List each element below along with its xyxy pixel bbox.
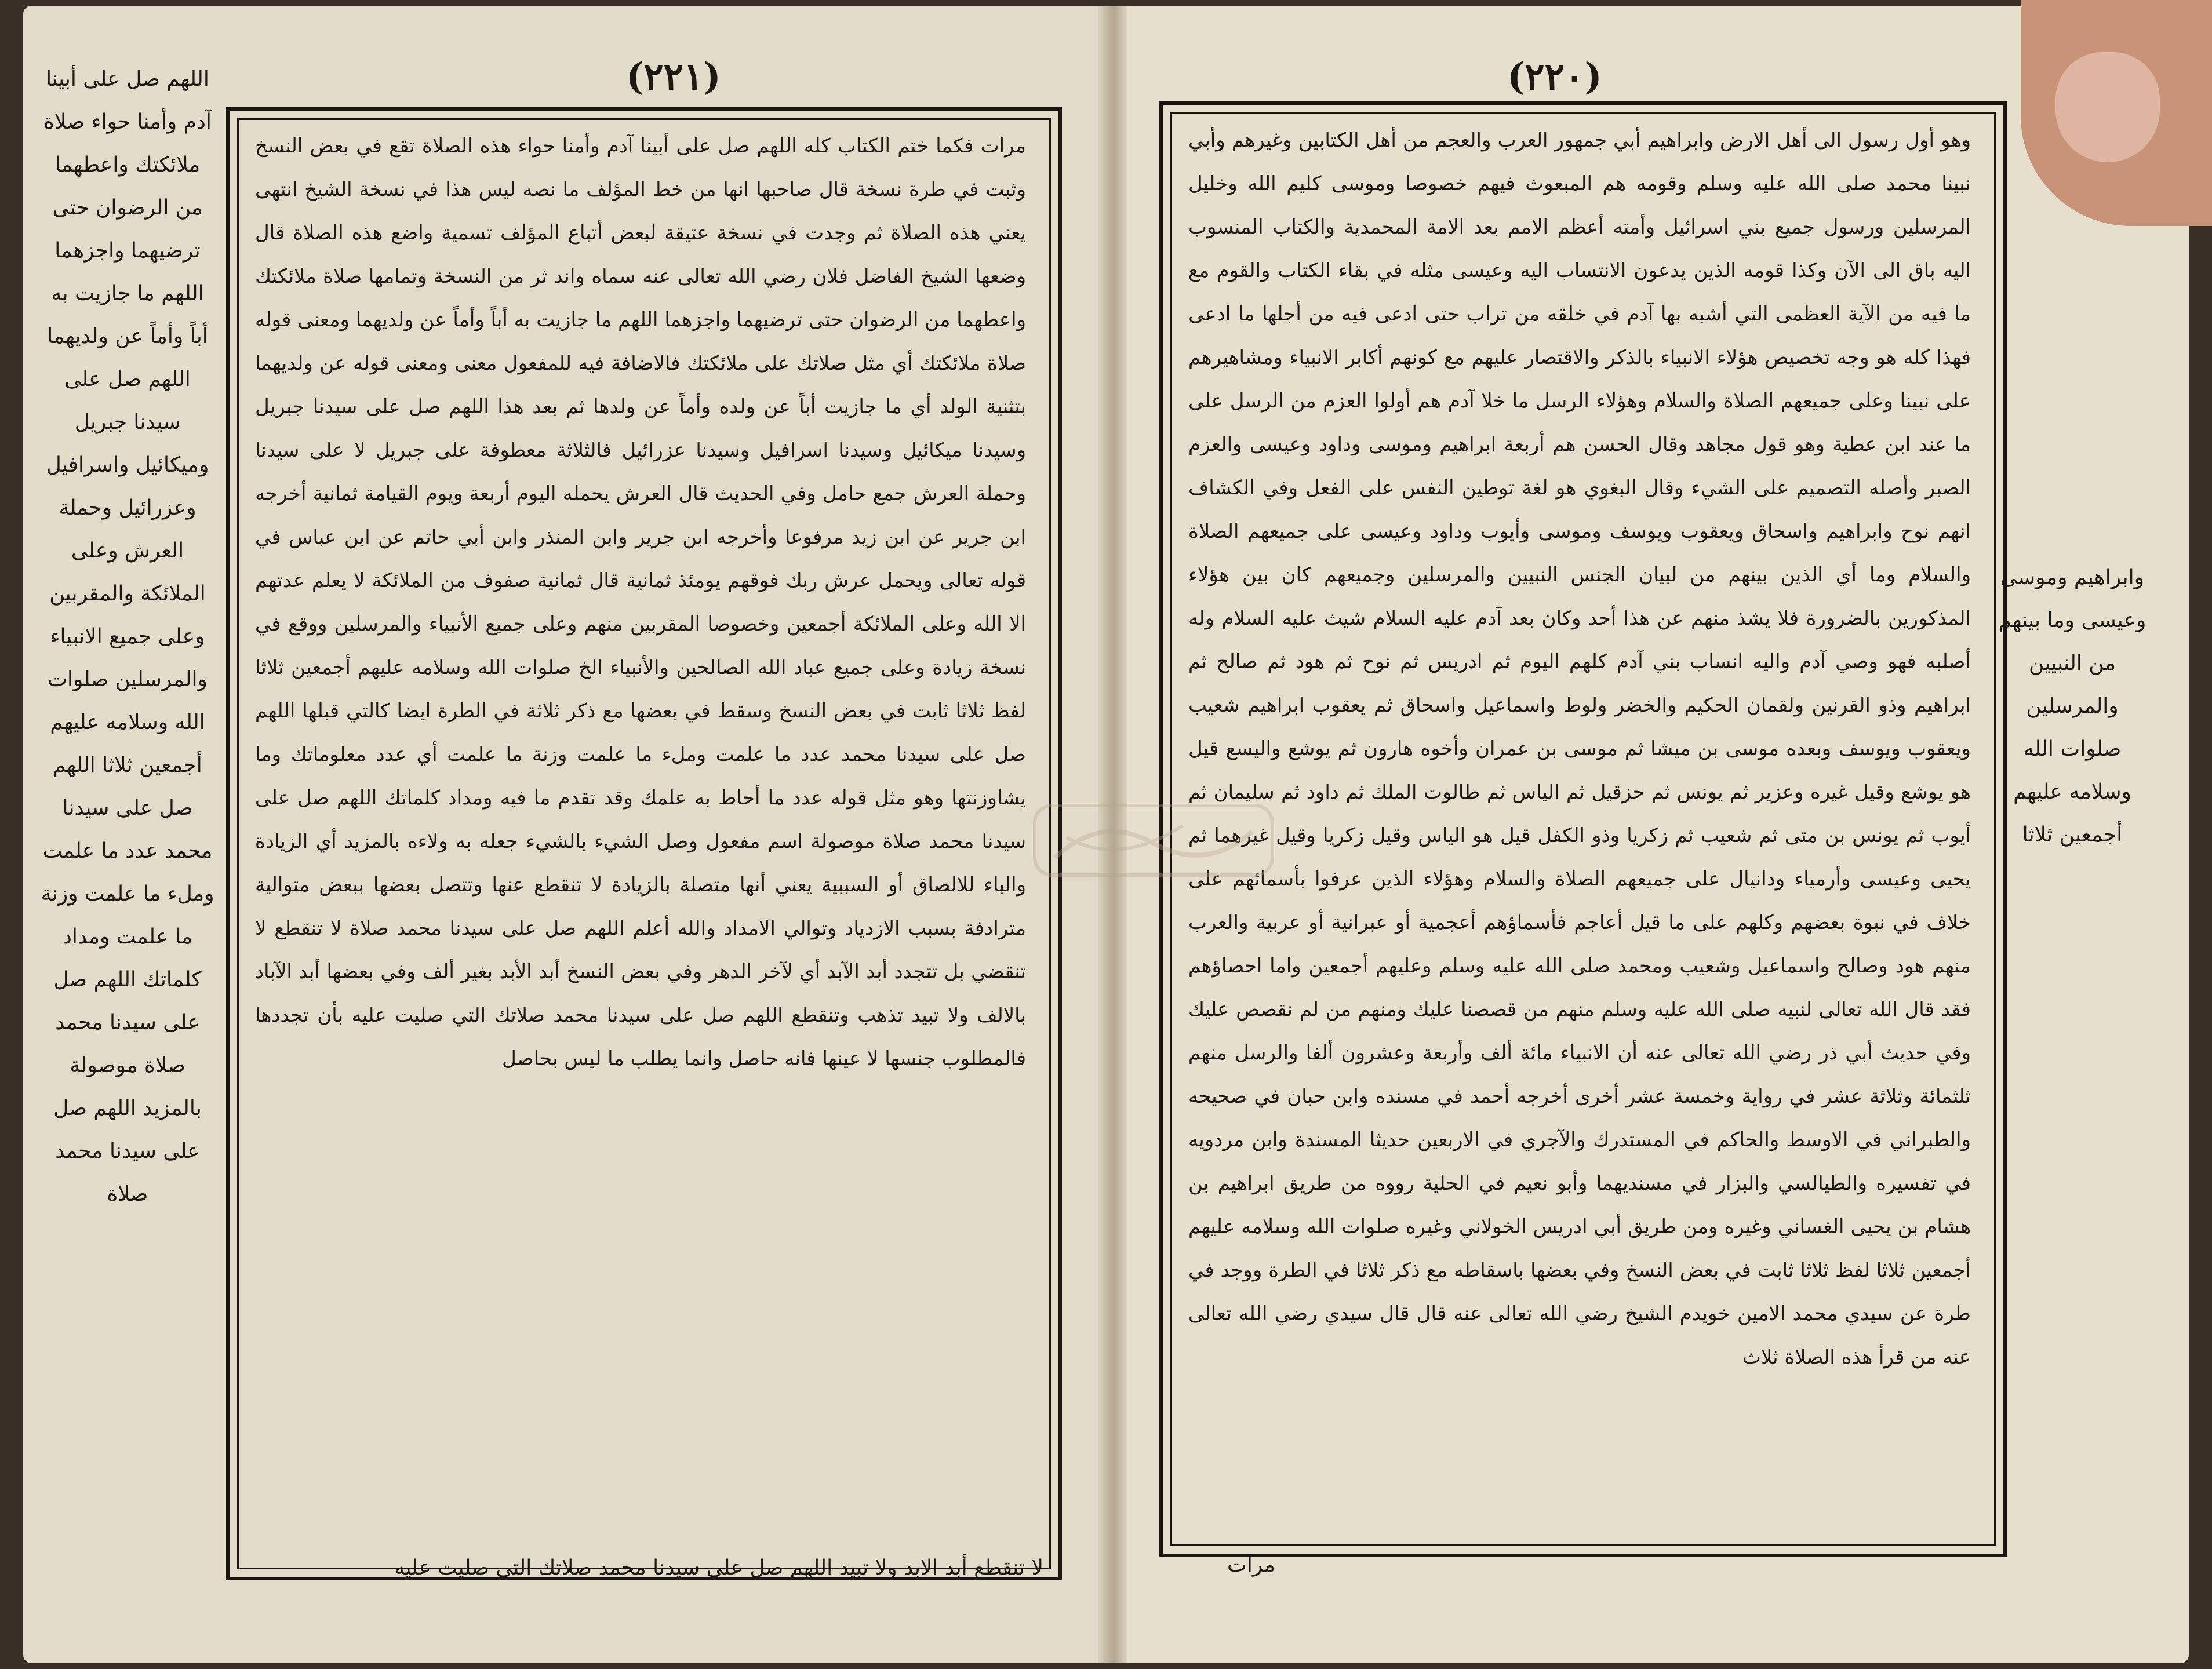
right-body-text: وهو أول رسول الى أهل الارض وابراهيم أبي جمهور العرب والعجم من أهل الكتابين وغيرهم وأبي نبينا محمد صلى الله عليه وسلم وقومه هم المبعوث فيهم خصوصا وموسى كليم الله وخليل المرسلين ورسول جميع بني اسرائيل وأمته أعظم الامم بعد الامة المحمدية والكتاب المنسوب اليه باق الى الآن وكذا قومه الذين يدعون الانتساب اليه وعيسى مثله في بقاء الكتاب والقوم مع ما فيه من الآية العظمى التي أشبه بها آدم في خلقه من تراب حتى ادعى فيه من أجلها ما ادعى فهذا كله هو وجه تخصيص هؤلاء الانبياء بالذكر والاقتصار عليهم مع كونهم أكابر الانبياء ومشاهيرهم على نبينا وعلى جميعهم الصلاة والسلام وهؤلاء الرسل ما خلا آدم هم أولوا العزم من الرسل على ما عند ابن عطية وهو قول مجاهد وقال الحسن هم أربعة ابراهيم وموسى وداود وعيسى والعزم الصبر وأصله التصميم على الشيء وقال البغوي هو لغة توطين النفس على الفعل وفي الكشاف انهم نوح وابراهيم واسحاق ويعقوب ويوسف وموسى وأيوب وداود وعيسى على جميعهم الصلاة والسلام وما أي الذين بينهم من لبيان الجنس النبيين والمرسلين وجميعهم كان بين هؤلاء المذكورين بالضرورة فلا يشذ منهم عن هذا أحد وكان بعد آدم عليه السلام شيث عليه السلام وله أصلبه فهو وصي آدم واليه انساب بني آدم كلهم اليوم ثم ادريس ثم نوح ثم هود ثم صالح ثم ابراهيم وذو القرنين ولقمان الحكيم والخضر ولوط واسماعيل واسحاق ثم يعقوب ابراهيم شعيب ويعقوب ويوسف وبعده موسى بن ميشا ثم موسى بن عمران وأخوه هارون ثم يوشع واليسع قيل هو يوشع وقيل غيره وعزير ثم يونس ثم حزقيل ثم الياس ثم طالوت الملك ثم داود ثم سليمان ثم أيوب ثم يونس بن متى ثم شعيب ثم زكريا وذو الكفل قيل هو الياس وقيل زكريا وقيل غيرهما ثم يحيى وعيسى وأرمياء ودانيال على جميعهم الصلاة والسلام وهؤلاء الذين عرفوا بأسمائهم على خلاف في نبوة بعضهم وكلهم على ما قيل أعاجم فأسماؤهم أعجمية أو عبرانية أو عربية والعرب منهم هود وصالح واسماعيل وشعيب ومحمد صلى الله عليه وسلم وعليهم أجمعين واما احصاؤهم فقد قال الله تعالى لنبيه صلى الله عليه وسلم منهم من قصصنا عليك ومنهم من لم نقصص عليك وفي حديث أبي ذر رضي الله تعالى عنه أن الانبياء مائة ألف وأربعة وعشرون ألفا والرسل منهم ثلثمائة وثلاثة عشر في رواية وخمسة عشر أخرى أخرجه أحمد في مسنده وابن حبان في صحيحه والطبراني في الاوسط والحاكم في المستدرك والآجري في الاربعين حديثا المسندة وابن مردويه في تفسيره والطيالسي والبزار في مسنديهما وأبو نعيم في الحلية رووه من طريق ابراهيم بن هشام بن يحيى الغساني وغيره ومن طريق أبي ادريس الخولاني وغيره صلوات الله وسلامه عليهم أجمعين ثلاثا لفظ ثلاثا ثابت في بعض النسخ وفي بعضها باسقاطه مع ذكر ثلاثا في الطرة ووجد في طرة عن سيدي محمد الامين خويدم الشيخ رضي الله تعالى عنه قال قال سيدي رضي الله تعالى عنه من قرأ هذه الصلاة ثلاث bbox=[1188, 129, 1971, 1369]
left-footer-line: لا تنقطع أبد الابد ولا تبيد اللهم صل على سيدنا محمد صلاتك التي صليت عليه bbox=[394, 1556, 1043, 1580]
right-footer-catchword: مرات bbox=[1227, 1553, 1275, 1577]
right-margin-note: وابراهيم وموسى وعيسى وما بينهم من النبيين والمرسلين صلوات الله وسلامه عليهم أجمعين ثلاثا bbox=[1998, 566, 2146, 847]
left-margin-note: اللهم صل على أبينا آدم وأمنا حواء صلاة ملائكتك واعطهما من الرضوان حتى ترضيهما واجزهما اللهم ما جازيت به أباً وأماً عن ولديهما اللهم صل على سيدنا جبريل وميكائيل واسرافيل وعزرائيل وحملة العرش وعلى الملائكة والمقربين وعلى جميع الانبياء والمرسلين صلوات الله وسلامه عليهم أجمعين ثلاثا اللهم صل على سيدنا محمد عدد ما علمت وملء ما علمت وزنة ما علمت ومداد كلماتك اللهم صل على سيدنا محمد صلاة موصولة بالمزيد اللهم صل على سيدنا محمد صلاة bbox=[41, 67, 214, 1206]
left-body-text: مرات فكما ختم الكتاب كله اللهم صل على أبينا آدم وأمنا حواء هذه الصلاة تقع في بعض النسخ وثبت في طرة نسخة قال صاحبها انها من خط المؤلف ما نصه ليس هذا في نسخة الشيخ انتهى يعني هذه الصلاة ثم وجدت في نسخة عتيقة لبعض أتباع المؤلف تسمية واضع هذه الصلاة قال وضعها الشيخ الفاضل فلان رضي الله تعالى عنه سماه واند ثر من النسخة وتمامها صلاة ملائكتك واعطهما من الرضوان حتى ترضيهما واجزهما اللهم ما جازيت به أباً وأماً عن ولديهما ومعنى قوله صلاة ملائكتك أي مثل صلاتك على ملائكتك فالاضافة فيه للمفعول معنى ومعنى قوله عن ولديهما بتثنية الولد أي ما جازيت أباً عن ولده وأماً عن ولدها ثم بعد هذا اللهم صل على سيدنا جبريل وسيدنا ميكائيل وسيدنا اسرافيل وسيدنا عزرائيل فالثلاثة معطوفة على جبريل لا على سيدنا وحملة العرش جمع حامل وفي الحديث قال العرش يحمله اليوم أربعة ويوم القيامة ثمانية أخرجه ابن جرير عن ابن زيد مرفوعا وأخرجه ابن جرير وابن المنذر وابن أبي حاتم عن ابن عباس في قوله تعالى ويحمل عرش ربك فوقهم يومئذ ثمانية قال ثمانية صفوف من الملائكة لا يعلم عدتهم الا الله وعلى الملائكة أجمعين وخصوصا المقربين منهم وعلى جميع الأنبياء والمرسلين ووقع في نسخة زيادة وعلى جميع عباد الله الصالحين والأنبياء الخ صلوات الله وسلامه عليهم أجمعين ثلاثا لفظ ثلاثا ثابت في بعض النسخ وسقط في بعضها مع ذكر ثلاثة في الطرة ايضا كالتي قبلها اللهم صل على سيدنا محمد عدد ما علمت وملء ما علمت وزنة ما علمت أي عدد معلوماتك وما يشاوزنتها وهو مثل قوله عدد ما أحاط به علمك وقد تقدم ما فيه ومداد كلماتك اللهم صل على سيدنا محمد صلاة موصولة اسم مفعول وصل الشيء بالشيء جعله به ولاءه بالمزيد أي الزيادة والباء للالصاق أو السببية يعني أنها متصلة بالزيادة لا تنقطع عنها وتتصل بعضها ببعض متوالية مترادفة بسبب الازدياد وتوالي الامداد والله أعلم اللهم صل على سيدنا محمد صلاة لا تنقطع لا تنقضي بل تتجدد أبد الآبد أي لآخر الدهر وفي بعض النسخ أبد الأبد بغير ألف وفي بعضها أبد الآباد بالالف ولا تبيد تذهب وتنقطع اللهم صل على سيدنا محمد صلاتك التي صليت عليه بأن تجددها فالمطلوب جنسها لا عينها فانه حاصل وانما يطلب ما ليس بحاصل bbox=[255, 134, 1026, 1070]
library-watermark bbox=[1032, 803, 1275, 878]
right-page-number: (٢٢٠) bbox=[1507, 55, 1602, 99]
left-page-number: (٢٢١) bbox=[626, 55, 721, 99]
fingernail bbox=[2055, 52, 2160, 162]
